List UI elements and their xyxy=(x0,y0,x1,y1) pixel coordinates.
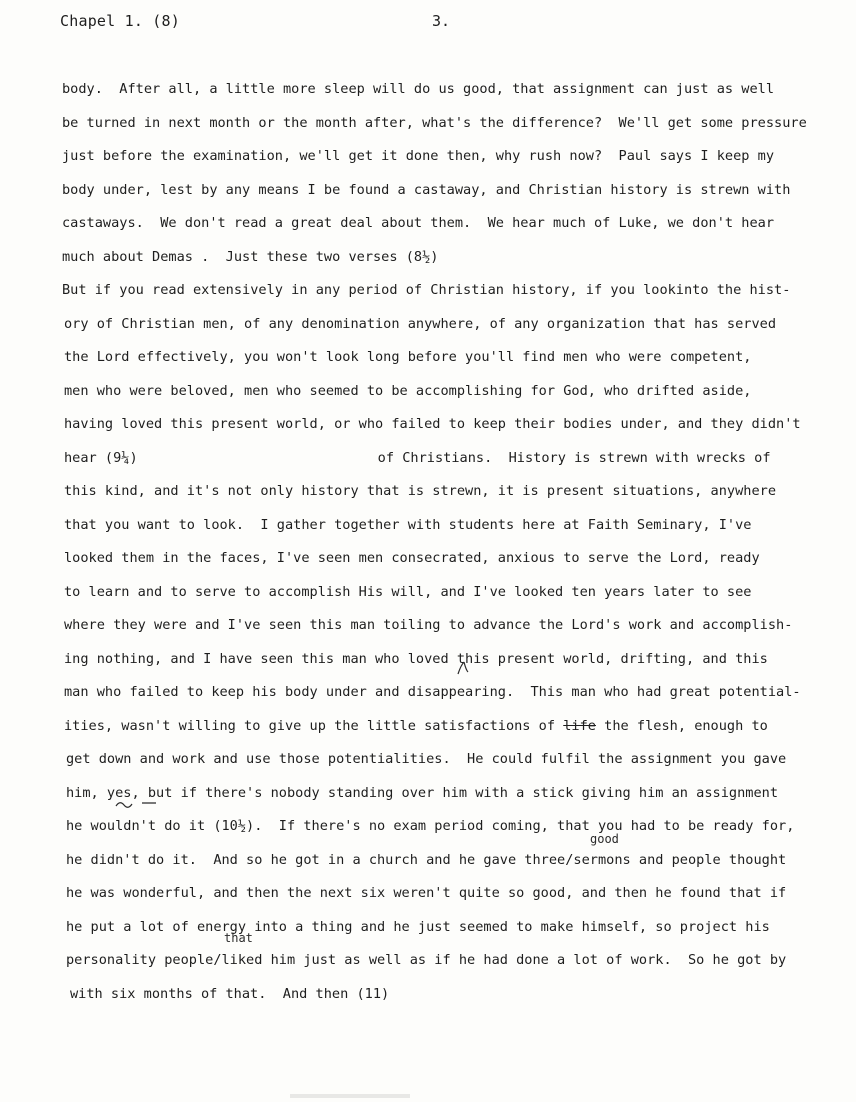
text-line: him, yes, but if there's nobody standing over him with a stick giving him an assignment xyxy=(66,784,779,801)
page-header-label: Chapel 1. (8) xyxy=(60,12,180,30)
text-before-strike: ities, wasn't willing to give up the little satisfactions of xyxy=(64,717,564,734)
text-line: this kind, and it's not only history that is strewn, it is present situations, anywhere xyxy=(64,483,777,499)
text-after-gap: of Christians. History is strewn with wrecks of xyxy=(377,449,771,466)
caret-mark-icon xyxy=(456,660,470,676)
text-line: looked them in the faces, I've seen men consecrated, anxious to serve the Lord, ready xyxy=(64,550,760,566)
text-line: he put a lot of energy into a thing and he just seemed to make himself, so project his xyxy=(66,918,770,935)
text-line: man who failed to keep his body under and disappearing. This man who had great potential- xyxy=(64,684,801,700)
inserted-word-that: that xyxy=(224,931,253,945)
text-line: body under, lest by any means I be found a castaway, and Christian history is strewn with xyxy=(62,181,791,198)
text-line: he wouldn't do it (10½). If there's no exam period coming, that you had to be ready for, xyxy=(66,818,795,834)
text-line: where they were and I've seen this man toiling to advance the Lord's work and accomplish- xyxy=(64,617,793,633)
handwritten-wavy-underline xyxy=(114,794,162,813)
text-after-strike: the flesh, enough to xyxy=(595,717,768,734)
text-line: ory of Christian men, of any denomination anywhere, of any organization that has served xyxy=(64,315,777,332)
struck-word: life xyxy=(563,717,596,734)
text-line: be turned in next month or the month after, what's the difference? We'll get some pressure xyxy=(62,114,807,131)
text-line: he was wonderful, and then the next six weren't quite so good, and then he found that if xyxy=(66,885,787,901)
text-before-gap: hear (9¼) xyxy=(64,449,138,466)
text-line: to learn and to serve to accomplish His will, and I've looked ten years later to see xyxy=(64,583,752,600)
text-line: he didn't do it. And so he got in a church and he gave three/sermons and people thought xyxy=(66,851,787,868)
text-line: But if you read extensively in any period of Christian history, if you lookinto the hist- xyxy=(62,282,791,298)
text-line: ing nothing, and I have seen this man who loved this present world, drifting, and this xyxy=(64,650,768,667)
text-line: that you want to look. I gather together with students here at Faith Seminary, I've xyxy=(64,516,752,533)
text-line: just before the examination, we'll get it done then, why rush now? Paul says I keep my xyxy=(62,148,775,164)
scan-smudge xyxy=(290,1094,410,1098)
page-number: 3. xyxy=(432,12,451,30)
text-line: body. After all, a little more sleep will do us good, that assignment can just as well xyxy=(62,81,775,97)
inserted-word-good: good xyxy=(590,832,619,846)
text-line: men who were beloved, men who seemed to be accomplishing for God, who drifted aside, xyxy=(64,382,752,399)
text-line: having loved this present world, or who failed to keep their bodies under, and they didn't xyxy=(64,416,801,432)
text-line: castaways. We don't read a great deal about them. We hear much of Luke, we don't hear xyxy=(62,215,775,231)
wavy-mark-icon xyxy=(114,799,162,809)
text-line: personality people/liked him just as well as if he had done a lot of work. So he got by xyxy=(66,952,787,968)
text-line: with six months of that. And then (11) xyxy=(70,985,390,1002)
text-line-with-gap xyxy=(62,442,832,476)
text-line-with-strikeout xyxy=(62,710,832,744)
text-line: the Lord effectively, you won't look long before you'll find men who were competent, xyxy=(64,349,752,365)
text-line: much about Demas . Just these two verses (8½) xyxy=(62,248,439,265)
text-line: get down and work and use those potentialities. He could fulfil the assignment you gave xyxy=(66,751,787,767)
handwritten-caret-mark xyxy=(456,660,470,680)
body-text xyxy=(62,73,832,1011)
